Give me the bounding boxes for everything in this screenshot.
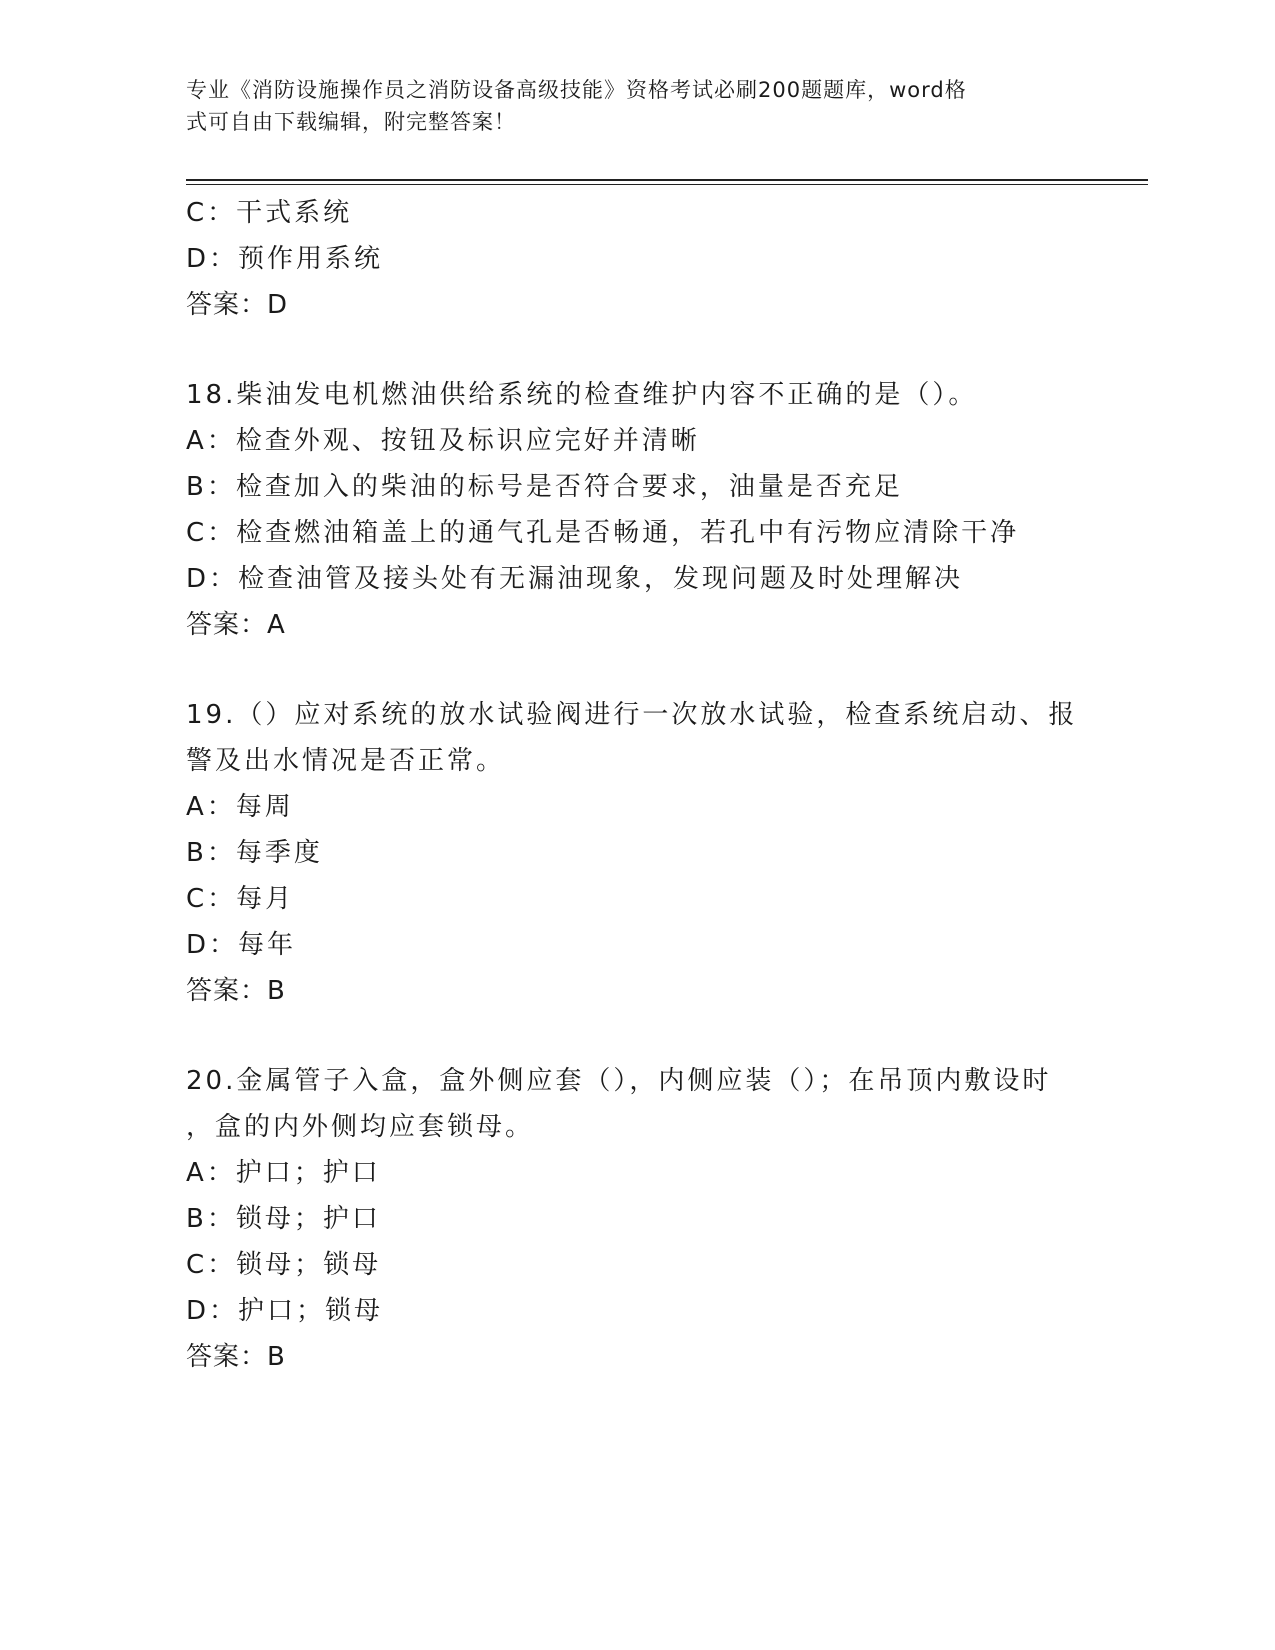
option-a: A：检查外观、按钮及标识应完好并清晰 xyxy=(186,426,700,456)
question-19 xyxy=(186,692,1086,1014)
option-a: A：每周 xyxy=(186,792,294,822)
answer-line: 答案：B xyxy=(186,1342,286,1372)
option-b: B：检查加入的柴油的标号是否符合要求，油量是否充足 xyxy=(186,472,903,502)
option-c: C：检查燃油箱盖上的通气孔是否畅通，若孔中有污物应清除干净 xyxy=(186,518,1020,548)
option-c: C：锁母；锁母 xyxy=(186,1250,382,1280)
question-stem: 18.柴油发电机燃油供给系统的检查维护内容不正确的是（）。 xyxy=(186,380,978,410)
question-18 xyxy=(186,372,1086,648)
option-c: C：干式系统 xyxy=(186,198,353,228)
header-divider-thin xyxy=(186,184,1148,185)
question-stem-line-2: 警及出水情况是否正常。 xyxy=(186,746,506,776)
question-20 xyxy=(186,1058,1086,1380)
question-stem-line-2: ，盒的内外侧均应套锁母。 xyxy=(186,1112,535,1142)
option-b: B：每季度 xyxy=(186,838,323,868)
header-divider-thick xyxy=(186,179,1148,181)
option-d: D：检查油管及接头处有无漏油现象，发现问题及时处理解决 xyxy=(186,564,964,594)
option-c: C：每月 xyxy=(186,884,295,914)
question-17-continued xyxy=(186,190,1086,328)
answer-line: 答案：B xyxy=(186,976,286,1006)
header-line-1: 专业《消防设施操作员之消防设备高级技能》资格考试必刷200题题库，word格 xyxy=(186,78,967,102)
option-a: A：护口；护口 xyxy=(186,1158,381,1188)
answer-line: 答案：A xyxy=(186,610,286,640)
answer-line: 答案：D xyxy=(186,290,289,320)
option-d: D：护口；锁母 xyxy=(186,1296,384,1326)
header-line-2: 式可自由下载编辑，附完整答案！ xyxy=(186,110,516,134)
option-b: B：锁母；护口 xyxy=(186,1204,381,1234)
document-body xyxy=(186,190,1086,1380)
document-header xyxy=(186,74,1086,138)
option-d: D：预作用系统 xyxy=(186,244,384,274)
question-stem-line-1: 19.（）应对系统的放水试验阀进行一次放水试验，检查系统启动、报 xyxy=(186,700,1078,730)
question-stem-line-1: 20.金属管子入盒，盒外侧应套（），内侧应装（）；在吊顶内敷设时 xyxy=(186,1066,1052,1096)
option-d: D：每年 xyxy=(186,930,297,960)
